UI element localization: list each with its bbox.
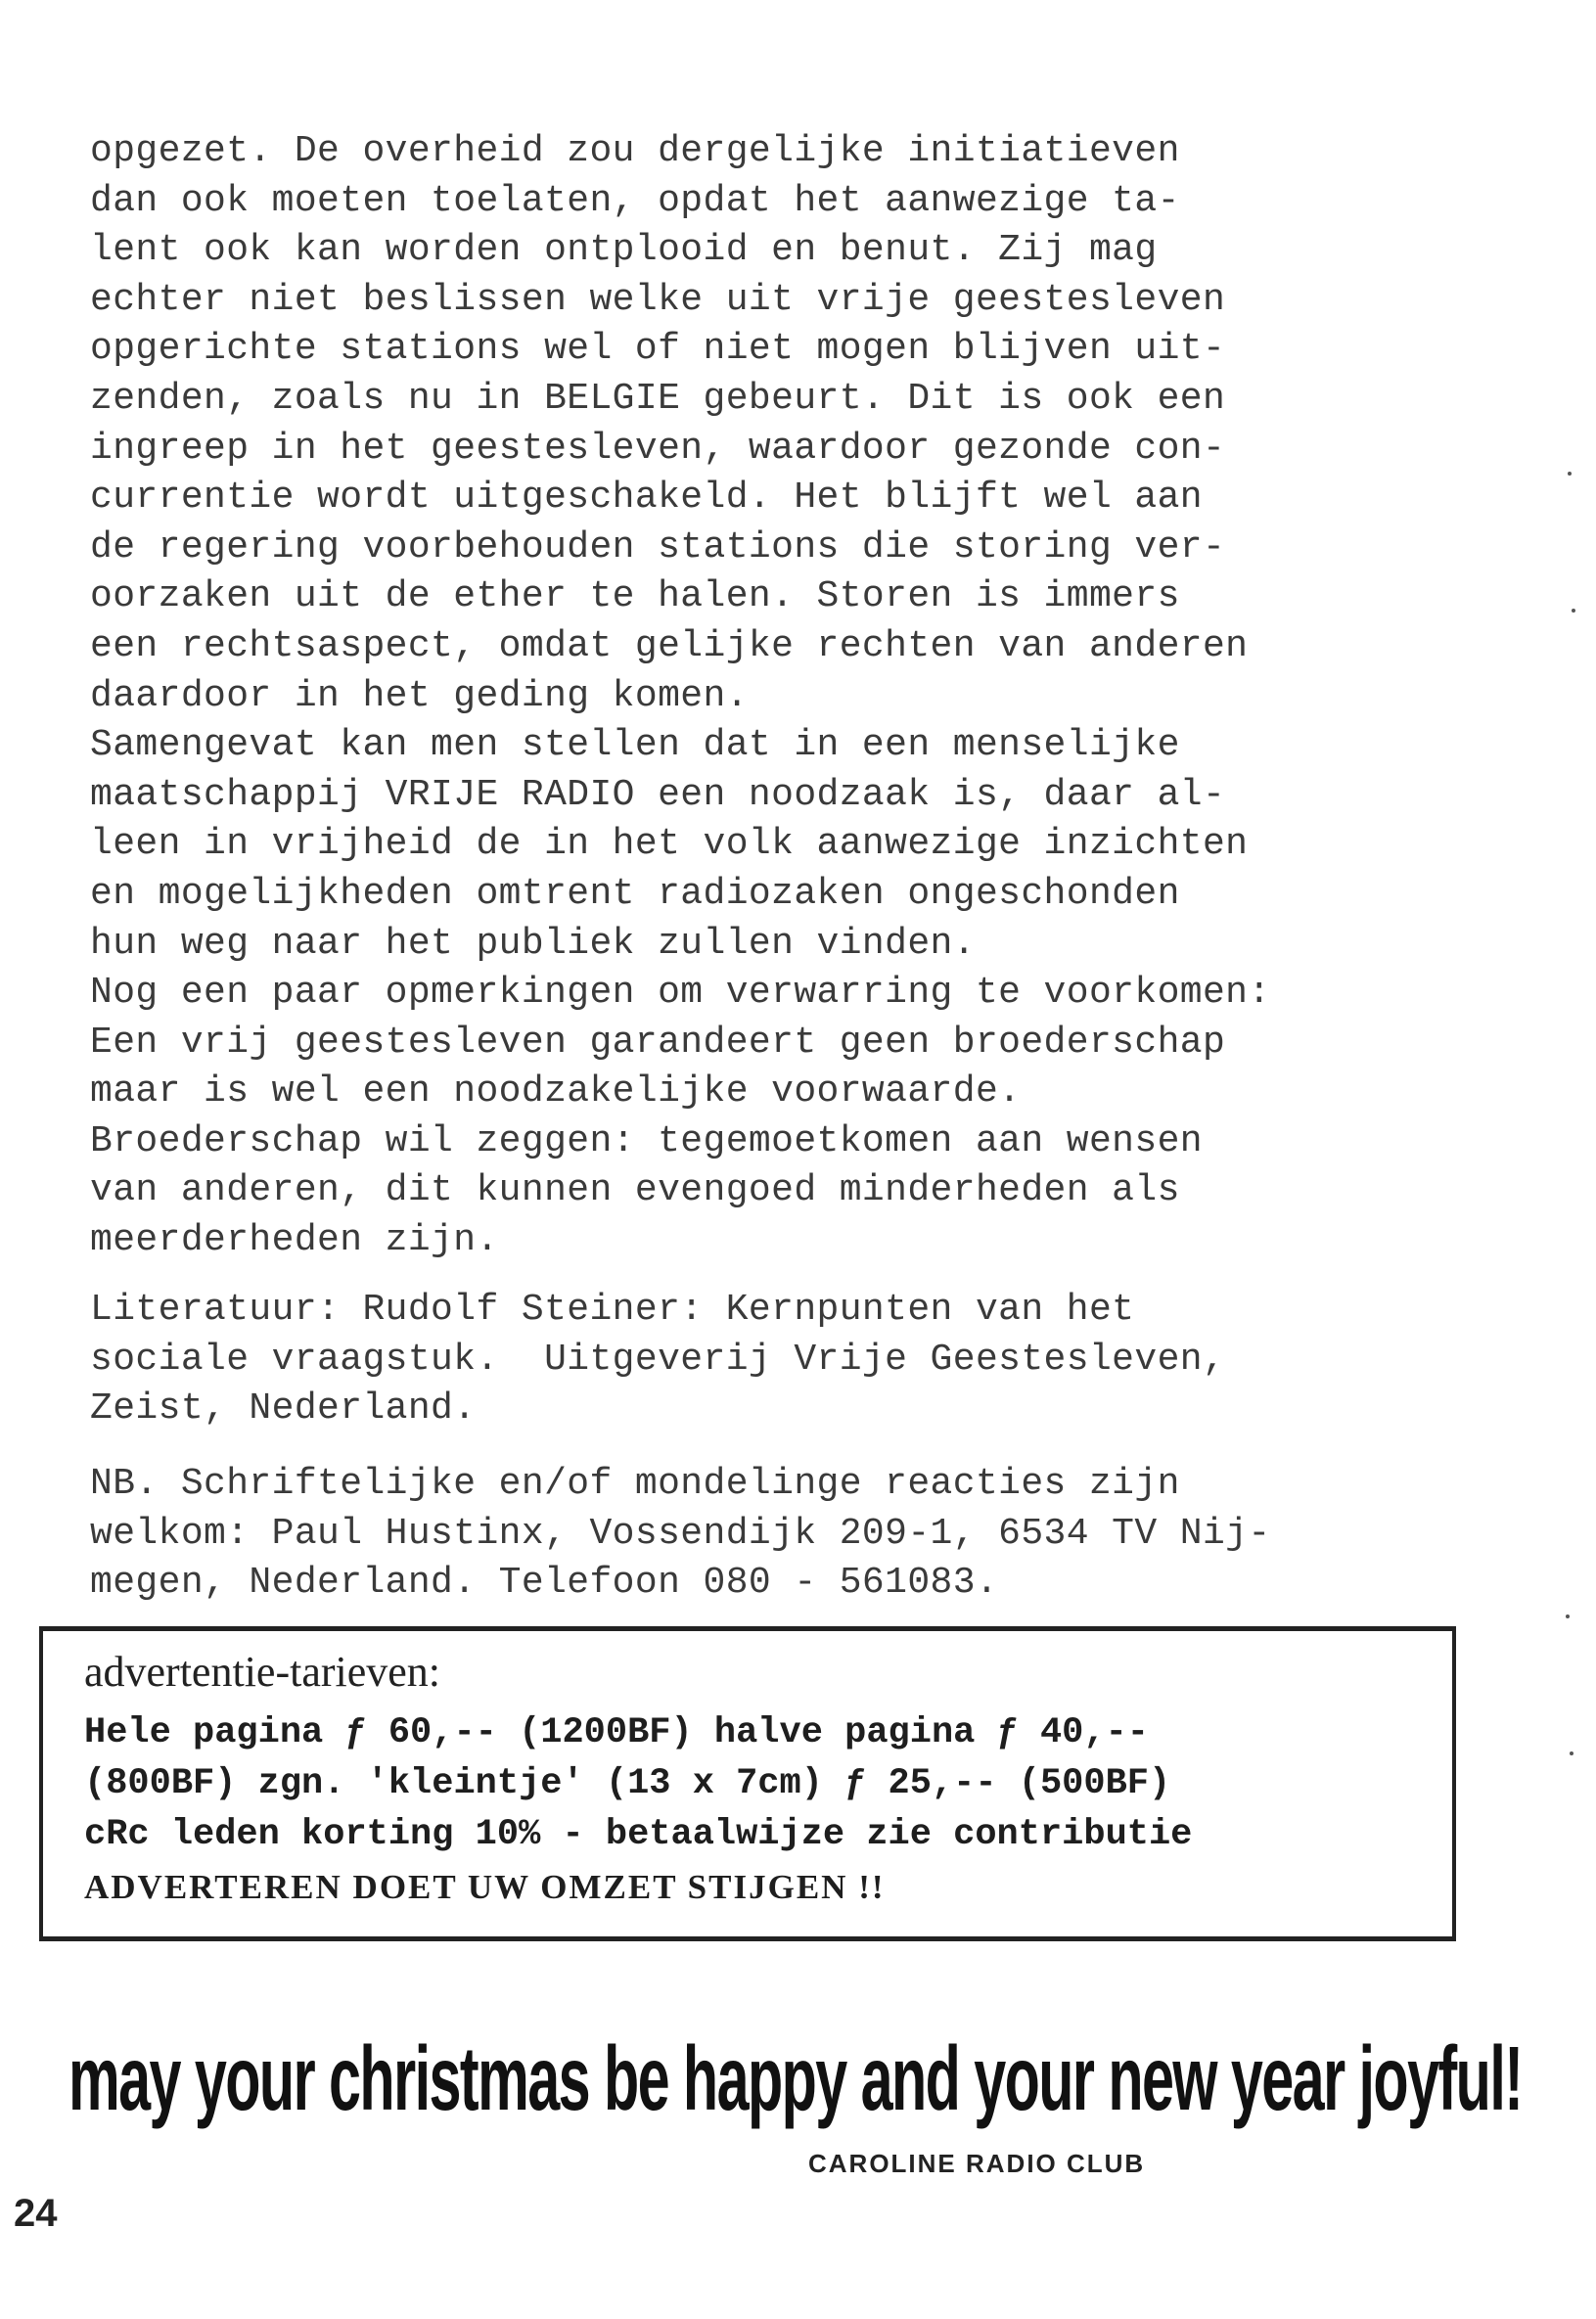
nb-line: NB. Schriftelijke en/of mondelinge reacties zijn <box>90 1463 1180 1505</box>
advertisement-title: advertentie-tarieven: <box>84 1648 441 1696</box>
advertisement-rates <box>84 1707 1192 1860</box>
scan-speck <box>1570 1751 1573 1755</box>
body-line: opgerichte stations wel of niet mogen blijven uit- <box>90 328 1226 371</box>
club-name: CAROLINE RADIO CLUB <box>808 2149 1146 2178</box>
body-line: en mogelijkheden omtrent radiozaken ongeschonden <box>90 872 1180 915</box>
advertisement-rate-line: (800BF) zgn. 'kleintje' (13 x 7cm) ƒ 25,-- (500BF) <box>84 1763 1171 1804</box>
literature-line: Zeist, Nederland. <box>90 1387 477 1431</box>
body-line: ingreep in het geestesleven, waardoor gezonde con- <box>90 427 1226 470</box>
christmas-greeting: may your christmas be happy and your new year joyful! <box>68 2028 1523 2130</box>
scan-speck <box>1572 609 1575 613</box>
literature-line: sociale vraagstuk. Uitgeverij Vrije Geestesleven, <box>90 1338 1226 1381</box>
advertisement-rates-box <box>39 1626 1456 1941</box>
scan-speck <box>1568 472 1572 476</box>
body-line: een rechtsaspect, omdat gelijke rechten van anderen <box>90 624 1249 667</box>
scan-speck <box>1566 1614 1570 1618</box>
body-line: Samengevat kan men stellen dat in een menselijke <box>90 724 1180 767</box>
nb-note <box>90 1460 1489 1609</box>
body-line: hun weg naar het publiek zullen vinden. <box>90 922 976 965</box>
body-line: zenden, zoals nu in BELGIE gebeurt. Dit is ook een <box>90 377 1226 420</box>
body-line: Nog een paar opmerkingen om verwarring te voorkomen: <box>90 972 1271 1015</box>
advertisement-rate-line: Hele pagina ƒ 60,-- (1200BF) halve pagina ƒ 40,-- <box>84 1712 1149 1753</box>
nb-line: megen, Nederland. Telefoon 080 - 561083. <box>90 1562 999 1605</box>
body-line: meerderheden zijn. <box>90 1219 499 1262</box>
page-number: 24 <box>14 2192 58 2235</box>
nb-line: welkom: Paul Hustinx, Vossendijk 209-1, 6534 TV Nij- <box>90 1512 1271 1555</box>
body-line: daardoor in het geding komen. <box>90 674 749 717</box>
literature-reference <box>90 1286 1489 1434</box>
body-line: oorzaken uit de ether te halen. Storen is immers <box>90 575 1180 618</box>
body-line: currentie wordt uitgeschakeld. Het blijft wel aan <box>90 477 1203 520</box>
body-line: Broederschap wil zeggen: tegemoetkomen aan wensen <box>90 1119 1203 1162</box>
advertisement-slogan: ADVERTEREN DOET UW OMZET STIJGEN !! <box>84 1868 886 1906</box>
body-line: maatschappij VRIJE RADIO een noodzaak is, daar al- <box>90 773 1226 816</box>
advertisement-rate-line: cRc leden korting 10% - betaalwijze zie contributie <box>84 1814 1193 1855</box>
body-paragraph <box>90 127 1489 1266</box>
body-line: dan ook moeten toelaten, opdat het aanwezige ta- <box>90 179 1180 222</box>
body-line: echter niet beslissen welke uit vrije geestesleven <box>90 278 1226 321</box>
body-line: leen in vrijheid de in het volk aanwezige inzichten <box>90 823 1249 866</box>
literature-line: Literatuur: Rudolf Steiner: Kernpunten van het <box>90 1289 1135 1331</box>
body-line: de regering voorbehouden stations die storing ver- <box>90 525 1226 568</box>
body-line: lent ook kan worden ontplooid en benut. Zij mag <box>90 229 1158 272</box>
body-line: opgezet. De overheid zou dergelijke initiatieven <box>90 130 1180 172</box>
body-line: Een vrij geestesleven garandeert geen broederschap <box>90 1021 1226 1064</box>
body-line: van anderen, dit kunnen evengoed minderheden als <box>90 1169 1180 1212</box>
body-line: maar is wel een noodzakelijke voorwaarde. <box>90 1070 1022 1114</box>
